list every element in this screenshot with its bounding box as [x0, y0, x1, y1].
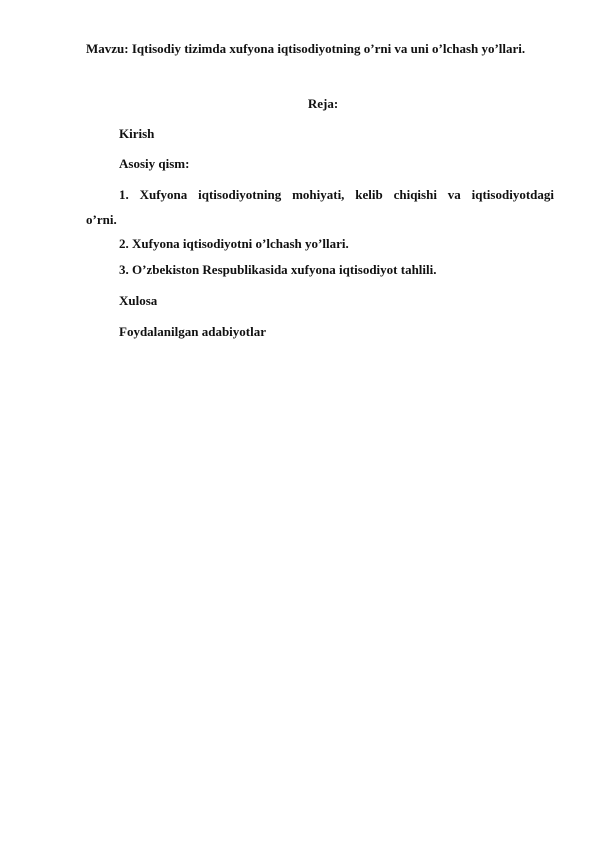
- plan-item-introduction: Kirish: [119, 126, 155, 141]
- plan-item-1: 1. Xufyona iqtisodiyotning mohiyati, kelib chiqishi va iqtisodiyotdagi: [119, 187, 554, 202]
- plan-item-3: 3. O’zbekiston Respublikasida xufyona iqtisodiyot tahlili.: [119, 262, 437, 277]
- plan-item-main-part: Asosiy qism:: [119, 156, 190, 171]
- plan-item-1-continuation: o’rni.: [86, 212, 117, 227]
- plan-item-2: 2. Xufyona iqtisodiyotni o’lchash yo’llari.: [119, 236, 349, 251]
- plan-heading: Reja:: [307, 96, 339, 111]
- plan-item-references: Foydalanilgan adabiyotlar: [119, 324, 266, 339]
- plan-item-conclusion: Xulosa: [119, 293, 158, 308]
- document-title: Mavzu: Iqtisodiy tizimda xufyona iqtisodiyotning o’rni va uni o’lchash yo’llari.: [86, 41, 526, 56]
